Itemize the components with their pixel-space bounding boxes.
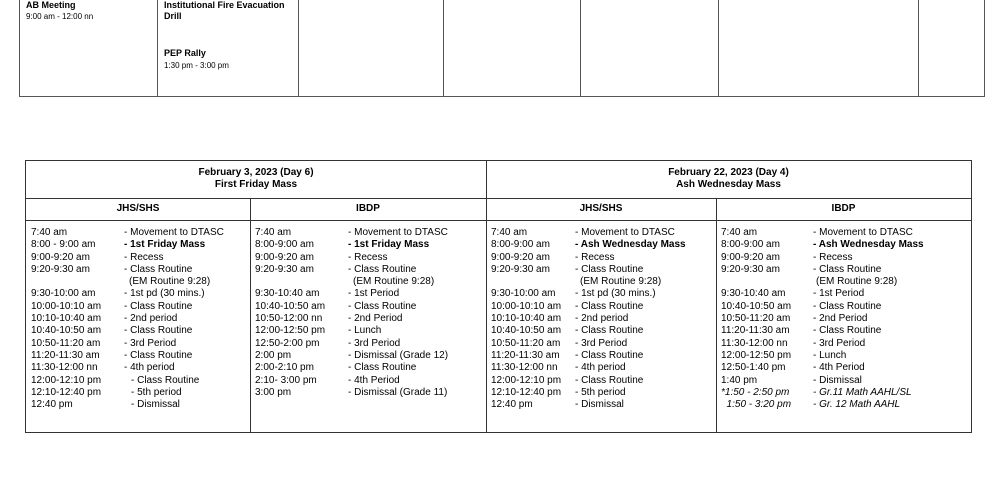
schedule-time: 10:00-10:10 am (31, 300, 102, 312)
event-time: 1:30 pm - 3:00 pm (164, 61, 229, 70)
schedule-row (721, 288, 968, 300)
schedule-row (255, 239, 483, 251)
schedule-note: (EM Routine 9:28) (580, 276, 662, 288)
schedule-row (491, 350, 713, 362)
schedule-time: 2:00 pm (255, 349, 292, 361)
schedule-activity: - Class Routine (348, 362, 417, 374)
schedule-activity: - 2nd Period (348, 313, 403, 325)
schedule-activity: - Dismissal (575, 399, 624, 411)
schedule-note: (EM Routine 9:28) (353, 276, 435, 288)
calendar-cell (719, 0, 919, 97)
schedule-activity: - 1st Period (348, 288, 400, 300)
schedule-time: 10:40-10:50 am (491, 325, 562, 337)
schedule-row (491, 252, 713, 264)
day-date: February 3, 2023 (Day 6) (198, 167, 314, 178)
schedule-row (491, 375, 713, 387)
schedule-activity: - Recess (124, 251, 164, 263)
schedule-activity: - Movement to DTASC (575, 227, 675, 238)
schedule-activity: - Dismissal (Grade 11) (348, 386, 448, 398)
schedule-row (255, 387, 483, 399)
schedule-activity: - Class Routine (813, 263, 882, 275)
schedule-time: 10:40-10:50 am (721, 300, 792, 312)
schedule-row (491, 276, 713, 288)
schedule-activity: - Class Routine (124, 325, 193, 337)
schedule-row (721, 313, 968, 325)
schedule-row (31, 362, 246, 374)
schedule-row (31, 264, 246, 276)
event-time: 9:00 am - 12:00 nn (26, 12, 94, 21)
schedule-row (255, 350, 483, 362)
schedule-time: 12:00-12:10 pm (31, 374, 102, 386)
schedule-row (31, 350, 246, 362)
schedule-row (721, 350, 968, 362)
schedule-activity: - 3rd Period (575, 337, 628, 349)
schedule-row (491, 399, 713, 411)
schedule-time: 12:00-12:50 pm (255, 325, 326, 337)
schedule-note: (EM Routine 9:28) (129, 276, 211, 288)
schedule-row (31, 375, 246, 387)
schedule-time: 9:00-9:20 am (491, 251, 550, 263)
day-event: Ash Wednesday Mass (676, 179, 781, 190)
schedule-column (721, 227, 968, 411)
schedule-activity: - Ash Wednesday Mass (813, 239, 924, 251)
schedule-row (721, 239, 968, 251)
event-label: PEP Rally (164, 48, 206, 58)
schedule-time: 9:20-9:30 am (721, 263, 780, 275)
schedule-row (491, 362, 713, 374)
schedule-activity: - Class Routine (124, 263, 193, 275)
calendar-strip (19, 0, 985, 97)
schedule-row (31, 325, 246, 337)
schedule-row (491, 227, 713, 239)
schedule-activity: - Movement to DTASC (348, 227, 448, 238)
schedule-time: 12:40 pm (491, 399, 533, 411)
schedule-activity: - Class Routine (575, 374, 644, 386)
schedule-time: 10:40-10:50 am (31, 325, 102, 337)
schedule-row (491, 313, 713, 325)
schedule-activity: - Lunch (813, 349, 847, 361)
calendar-cell (299, 0, 444, 97)
schedule-activity: - Class Routine (813, 325, 882, 337)
schedule-note: (EM Routine 9:28) (816, 276, 898, 288)
schedule-time: 12:50-1:40 pm (721, 362, 786, 374)
schedule-row (491, 301, 713, 313)
schedule-row (31, 252, 246, 264)
schedule-row (491, 239, 713, 251)
schedule-time: 1:40 pm (721, 374, 758, 386)
schedule-row (491, 387, 713, 399)
schedule-row (31, 313, 246, 325)
column-heading: IBDP (831, 203, 856, 214)
schedule-activity: - Movement to DTASC (124, 227, 224, 238)
schedule-time: 11:30-12:00 nn (721, 337, 788, 349)
schedule-activity: - Recess (813, 251, 853, 263)
schedule-time: 12:10-12:40 pm (31, 386, 102, 398)
schedule-row (31, 288, 246, 300)
schedule-row (255, 325, 483, 337)
event-label: Institutional Fire Evacuation Drill (164, 0, 285, 21)
schedule-activity: - 1st Period (813, 288, 865, 300)
schedule-time: 10:10-10:40 am (31, 313, 102, 325)
schedule-row (721, 301, 968, 313)
schedule-time: 9:30-10:00 am (31, 288, 96, 300)
schedule-activity: - Class Routine (813, 300, 882, 312)
schedule-activity: - 3rd Period (124, 337, 177, 349)
schedule-row (721, 338, 968, 350)
schedule-time: 11:30-12:00 nn (491, 362, 558, 374)
schedule-time: 9:30-10:00 am (491, 288, 556, 300)
schedule-time: 12:40 pm (31, 399, 73, 411)
schedule-row (721, 362, 968, 374)
schedule-activity: - Class Routine (124, 300, 193, 312)
schedule-time: 11:20-11:30 am (31, 349, 100, 361)
schedule-activity: - Class Routine (348, 263, 417, 275)
schedule-time: *1:50 - 2:50 pm (721, 386, 790, 398)
schedule-time: 11:20-11:30 am (721, 325, 790, 337)
schedule-row (31, 227, 246, 239)
schedule-activity: - 2nd Period (813, 313, 868, 325)
schedule-row (31, 387, 246, 399)
schedule-time: 1:50 - 3:20 pm (721, 399, 792, 411)
schedule-activity: - Class Routine (131, 374, 200, 386)
schedule-activity: - 3rd Period (348, 337, 401, 349)
schedule-column (255, 227, 483, 399)
schedule-activity: - 2nd period (575, 313, 629, 325)
schedule-time: 11:20-11:30 am (491, 349, 560, 361)
schedule-time: 9:00-9:20 am (31, 251, 90, 263)
schedule-row (721, 264, 968, 276)
column-divider (716, 198, 717, 432)
schedule-activity: - Dismissal (813, 374, 862, 386)
schedule-table (25, 160, 972, 433)
schedule-time: 9:30-10:40 am (255, 288, 320, 300)
schedule-row (491, 325, 713, 337)
schedule-time: 9:00-9:20 am (721, 251, 780, 263)
schedule-row (255, 276, 483, 288)
schedule-row (255, 338, 483, 350)
schedule-row (255, 313, 483, 325)
schedule-row (255, 375, 483, 387)
schedule-row (255, 264, 483, 276)
schedule-activity: - Class Routine (575, 325, 644, 337)
schedule-activity: - 3rd Period (813, 337, 866, 349)
schedule-activity: - 2nd period (124, 313, 178, 325)
schedule-time: 9:00-9:20 am (255, 251, 314, 263)
schedule-row (721, 227, 968, 239)
schedule-time: 10:10-10:40 am (491, 313, 562, 325)
schedule-activity: - Dismissal (131, 399, 180, 411)
schedule-time: 2:10- 3:00 pm (255, 374, 317, 386)
schedule-activity: - Movement to DTASC (813, 227, 913, 238)
calendar-cell (158, 0, 299, 97)
schedule-time: 11:30-12:00 nn (31, 362, 98, 374)
schedule-time: 10:40-10:50 am (255, 300, 326, 312)
schedule-row (31, 239, 246, 251)
schedule-activity: - Gr. 12 Math AAHL (813, 399, 901, 411)
schedule-time: 3:00 pm (255, 386, 292, 398)
day-header (26, 161, 486, 198)
schedule-activity: - 1st Friday Mass (348, 239, 430, 251)
schedule-time: 9:20-9:30 am (31, 263, 90, 275)
schedule-time: 8:00-9:00 am (721, 239, 780, 251)
schedule-time: 10:50-12:00 nn (255, 313, 323, 325)
schedule-activity: - 1st pd (30 mins.) (575, 288, 656, 300)
schedule-activity: - Gr.11 Math AAHL/SL (813, 386, 912, 398)
schedule-row (721, 325, 968, 337)
schedule-activity: - 4th period (124, 362, 175, 374)
schedule-activity: - 5th period (575, 386, 626, 398)
schedule-time: 10:50-11:20 am (721, 313, 791, 325)
schedule-time: 10:50-11:20 am (31, 337, 101, 349)
schedule-time: 8:00-9:00 am (255, 239, 314, 251)
schedule-activity: - 4th Period (813, 362, 865, 374)
schedule-time: 8:00-9:00 am (491, 239, 550, 251)
schedule-activity: - Recess (348, 251, 388, 263)
schedule-activity: - Class Routine (348, 300, 417, 312)
schedule-row (721, 276, 968, 288)
schedule-activity: - Recess (575, 251, 615, 263)
column-heading: JHS/SHS (116, 203, 160, 214)
schedule-time: 10:00-10:10 am (491, 300, 562, 312)
schedule-activity: - 1st pd (30 mins.) (124, 288, 205, 300)
schedule-time: 7:40 am (721, 227, 758, 238)
event-label: AB Meeting (26, 0, 76, 10)
schedule-time: 9:20-9:30 am (491, 263, 550, 275)
calendar-cell (581, 0, 719, 97)
schedule-row (721, 399, 968, 411)
schedule-row (721, 387, 968, 399)
schedule-activity: - 4th period (575, 362, 626, 374)
schedule-row (491, 264, 713, 276)
schedule-time: 12:50-2:00 pm (255, 337, 320, 349)
schedule-activity: - Ash Wednesday Mass (575, 239, 686, 251)
schedule-column (31, 227, 246, 411)
column-heading: JHS/SHS (579, 203, 623, 214)
schedule-row (721, 375, 968, 387)
schedule-row (255, 301, 483, 313)
day-event: First Friday Mass (214, 179, 298, 190)
column-heading: IBDP (356, 203, 380, 214)
calendar-cell (20, 0, 158, 97)
schedule-activity: - Class Routine (575, 263, 644, 275)
schedule-time: 12:00-12:10 pm (491, 374, 562, 386)
schedule-activity: - 1st Friday Mass (124, 239, 206, 251)
schedule-time: 8:00 - 9:00 am (31, 239, 96, 251)
schedule-time: 7:40 am (255, 227, 292, 238)
schedule-row (31, 276, 246, 288)
schedule-row (491, 288, 713, 300)
schedule-activity: - Class Routine (575, 349, 644, 361)
schedule-row (491, 338, 713, 350)
schedule-row (255, 252, 483, 264)
schedule-row (31, 399, 246, 411)
schedule-row (255, 362, 483, 374)
schedule-time: 7:40 am (491, 227, 528, 238)
schedule-time: 9:20-9:30 am (255, 263, 314, 275)
schedule-time: 9:30-10:40 am (721, 288, 786, 300)
schedule-time: 12:00-12:50 pm (721, 349, 792, 361)
schedule-activity: - Dismissal (Grade 12) (348, 349, 449, 361)
schedule-row (721, 252, 968, 264)
schedule-activity: - Class Routine (575, 300, 644, 312)
schedule-activity: - Lunch (348, 325, 382, 337)
row-divider (26, 220, 971, 221)
schedule-time: 10:50-11:20 am (491, 337, 561, 349)
schedule-row (31, 338, 246, 350)
calendar-cell (444, 0, 581, 97)
column-divider (250, 198, 251, 432)
schedule-activity: - Class Routine (124, 349, 193, 361)
schedule-row (255, 227, 483, 239)
schedule-row (255, 288, 483, 300)
schedule-time: 12:10-12:40 pm (491, 386, 562, 398)
day-date: February 22, 2023 (Day 4) (668, 167, 789, 178)
day-header (486, 161, 971, 198)
schedule-activity: - 5th period (131, 386, 182, 398)
schedule-activity: - 4th Period (348, 374, 400, 386)
schedule-time: 2:00-2:10 pm (255, 362, 314, 374)
schedule-time: 7:40 am (31, 227, 68, 238)
schedule-row (31, 301, 246, 313)
schedule-column (491, 227, 713, 411)
